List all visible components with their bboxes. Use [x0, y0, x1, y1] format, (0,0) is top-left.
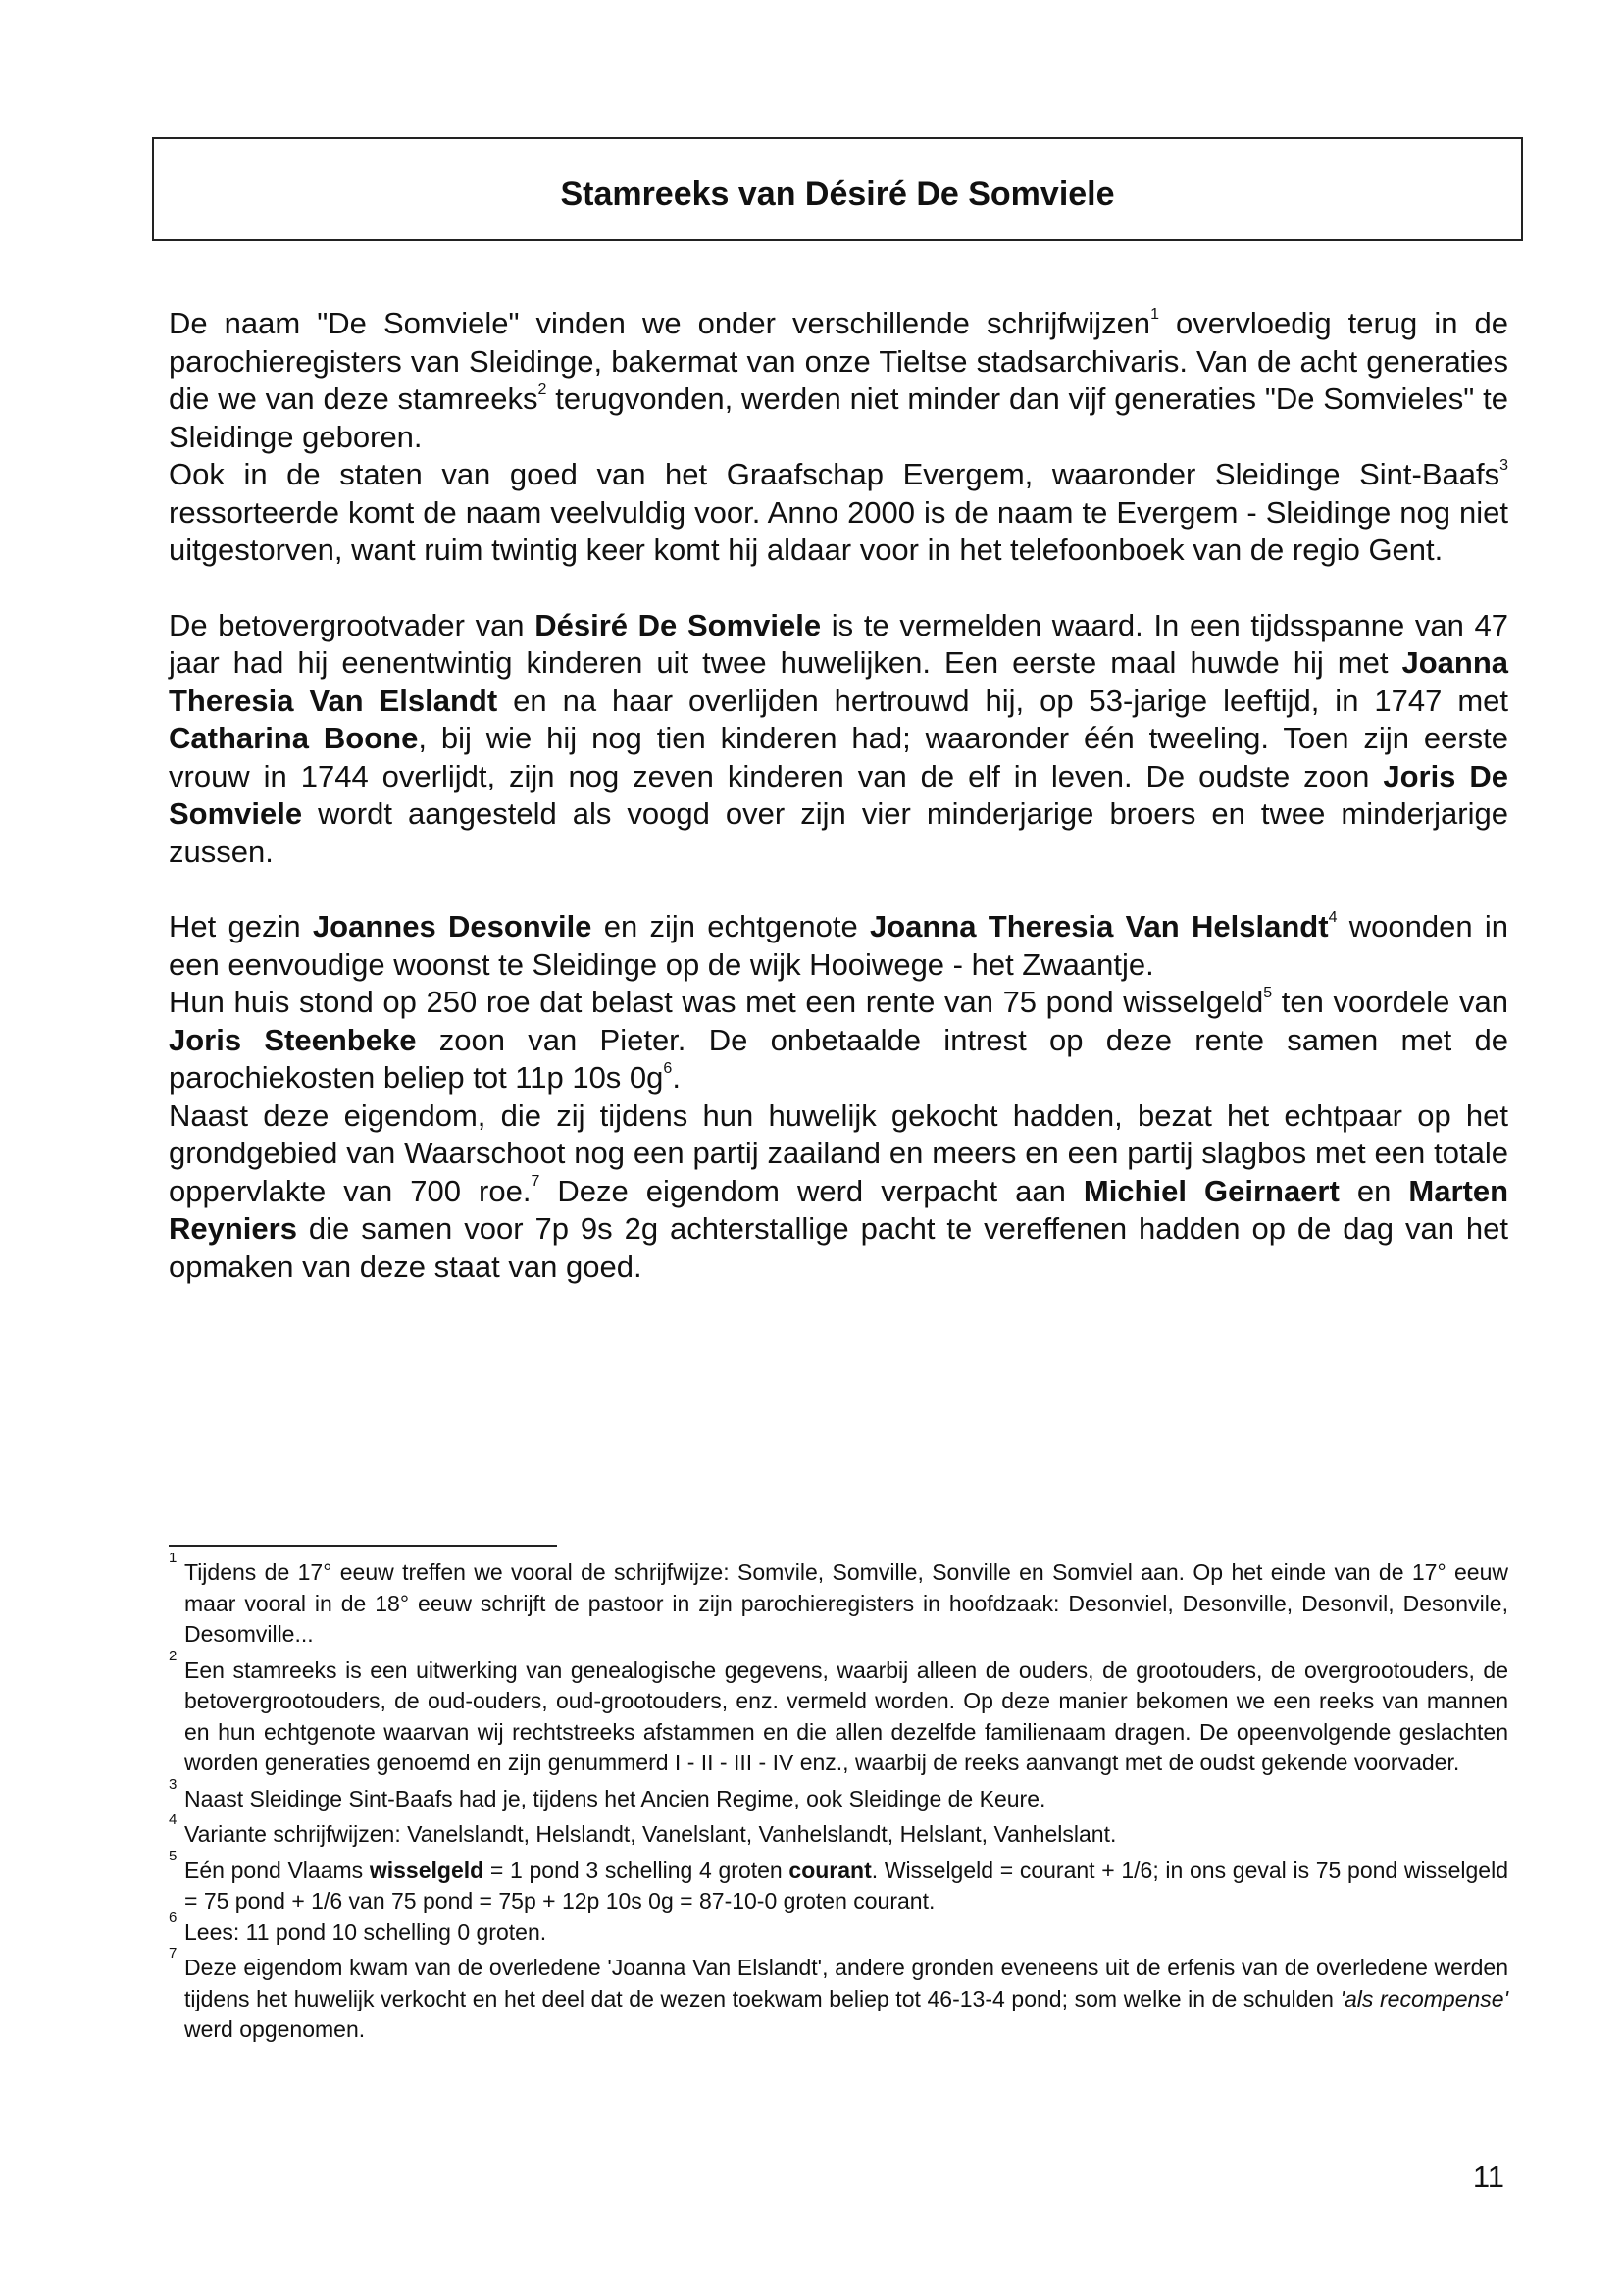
footnote-3 — [169, 1775, 1508, 1815]
text: die samen voor 7p 9s 2g achterstallige pacht te vereffenen hadden op de dag van het opmaken van deze staat van goed. — [169, 1211, 1508, 1284]
paragraph-3 — [169, 607, 1508, 872]
text: zoon van Pieter. De onbetaalde intrest op deze rente samen met de parochiekosten beliep tot 11p 10s 0g — [169, 1022, 1508, 1095]
name-bold: Joanna Theresia Van Helslandt — [869, 909, 1329, 943]
footnote-bold: courant — [788, 1857, 872, 1883]
footnote-text: Naast Sleidinge Sint-Baafs had je, tijdens het Ancien Regime, ook Sleidinge de Keure. — [184, 1785, 1046, 1811]
footnote-text: Variante schrijfwijzen: Vanelslandt, Helslandt, Vanelslant, Vanhelslandt, Helslant, Vanhelslant. — [184, 1821, 1117, 1847]
text: en — [1339, 1173, 1409, 1208]
footnote-text: werd opgenomen. — [184, 2016, 366, 2042]
footnote-ref: 5 — [1263, 984, 1273, 1001]
footnote-5 — [169, 1847, 1509, 1917]
text: . — [672, 1060, 681, 1095]
footnote-text: Deze eigendom kwam van de overledene 'Joanna Van Elslandt', andere gronden eveneens uit de erfenis van de overledene werden tijdens het huwelijk verkocht en het deel dat de wezen toekwam beliep tot 46-13-4 pond; som welke in de schulden — [184, 1955, 1508, 2011]
name-bold: Joris De Somviele — [169, 758, 1509, 831]
footnote-text: Tijdens de 17° eeuw treffen we vooral de schrijfwijze: Somvile, Somville, Sonville en Somviel aan. Op het einde van de 17° eeuw maar vooral in de 18° eeuw schrijft de pastoor in zijn parochieregisters in hoofdzaak: Desonviel, Desonville, Desonvil, Desonvile, Desomville... — [184, 1559, 1508, 1647]
text: ressorteerde komt de naam veelvuldig voor. Anno 2000 is de naam te Evergem - Sleidinge nog niet uitgestorven, want ruim twintig keer komt hij aldaar voor in het telefoonboek van de regio Gent. — [169, 494, 1508, 567]
paragraph-6 — [169, 1097, 1508, 1287]
name-bold: Michiel Geirnaert — [1083, 1173, 1340, 1208]
footnote-number: 2 — [169, 1647, 178, 1664]
footnote-number: 5 — [169, 1847, 178, 1864]
name-bold: Désiré De Somviele — [534, 607, 822, 642]
footnote-text: Eén pond Vlaams — [184, 1857, 370, 1883]
footnote-number: 7 — [169, 1945, 178, 1961]
footnote-divider — [169, 1545, 557, 1547]
text: , bij wie hij nog tien kinderen had; waaronder één tweeling. Toen zijn eerste vrouw in 1744 overlijdt, zijn nog zeven kinderen van de elf in leven. De oudste zoon — [169, 721, 1509, 793]
footnote-2 — [169, 1647, 1508, 1779]
text: Het gezin — [169, 909, 313, 943]
footnotes — [169, 1550, 1509, 2046]
text: is te vermelden waard. In een tijdsspanne van 47 jaar had hij eenentwintig kinderen uit twee huwelijken. Een eerste maal huwde hij met — [169, 607, 1508, 680]
text: woonden in een eenvoudige woonst te Sleidinge op de wijk Hooiwege - het Zwaantje. — [169, 909, 1508, 982]
footnote-4 — [169, 1811, 1508, 1851]
page-number: 11 — [1472, 2160, 1504, 2194]
page-title: Stamreeks van Désiré De Somviele — [560, 176, 1115, 213]
name-bold: Marten Reyniers — [169, 1173, 1509, 1246]
footnote-text: = 1 pond 3 schelling 4 groten — [483, 1857, 789, 1883]
text: Ook in de staten van goed van het Graafschap Evergem, waaronder Sleidinge Sint-Baafs — [169, 457, 1500, 491]
footnote-6 — [169, 1909, 1508, 1949]
text: Hun huis stond op 250 roe dat belast was met een rente van 75 pond wisselgeld — [169, 985, 1264, 1019]
text: overvloedig terug in de parochieregisters van Sleidinge, bakermat van onze Tieltse stadsarchivaris. Van de acht generaties die we van deze stamreeks — [169, 306, 1509, 416]
name-bold: Joannes Desonvile — [312, 909, 592, 943]
text: wordt aangesteld als voogd over zijn vier minderjarige broers en twee minderjarige zussen. — [169, 796, 1508, 869]
name-bold: Catharina Boone — [169, 721, 419, 755]
footnote-ref: 2 — [537, 381, 547, 398]
footnote-1 — [169, 1550, 1508, 1651]
footnote-text: Een stamreeks is een uitwerking van genealogische gegevens, waarbij alleen de ouders, de grootouders, de overgrootouders, de betovergrootouders, de oud-ouders, oud-grootouders, enz. vermeld worden. Op deze manier bekomen we een reeks van mannen en hun echtgenote waarvan wij rechtstreeks afstammen en die allen dezelfde familienaam dragen. De opeenvolgende geslachten worden generaties genoemd en zijn genummerd I - II - III - IV enz., waarbij de reeks aanvangt met de oudst gekende voorvader. — [184, 1656, 1508, 1775]
footnote-number: 6 — [169, 1909, 178, 1926]
footnote-ref: 4 — [1328, 908, 1338, 926]
text: terugvonden, werden niet minder dan vijf generaties "De Somvieles" te Sleidinge geboren. — [169, 382, 1508, 454]
footnote-ref: 7 — [531, 1173, 540, 1191]
title-box — [152, 137, 1523, 241]
paragraph-1 — [169, 305, 1508, 456]
text: en zijn echtgenote — [591, 909, 870, 943]
footnote-text: Lees: 11 pond 10 schelling 0 groten. — [184, 1918, 547, 1945]
text: De naam "De Somviele" vinden we onder verschillende schrijfwijzen — [169, 306, 1151, 340]
text: en na haar overlijden hertrouwd hij, op 53-jarige leeftijd, in 1747 met — [497, 683, 1509, 718]
footnote-ref: 6 — [663, 1059, 673, 1077]
footnote-number: 3 — [169, 1775, 178, 1793]
footnote-ref: 3 — [1499, 456, 1508, 474]
name-bold: Joris Steenbeke — [169, 1022, 417, 1057]
paragraph-4 — [169, 908, 1508, 984]
footnote-text: . Wisselgeld = courant + 1/6; in ons geval is 75 pond wisselgeld = 75 pond + 1/6 van 75 pond = 75p + 12p 10s 0g = 87-10-0 groten courant. — [184, 1857, 1509, 1913]
footnote-number: 1 — [169, 1550, 178, 1566]
text: Naast deze eigendom, die zij tijdens hun huwelijk gekocht hadden, bezat het echtpaar op het grondgebied van Waarschoot nog een partij zaailand en meers en een partij slagbos met een totale oppervlakte van 700 roe. — [169, 1097, 1508, 1208]
text: Deze eigendom werd verpacht aan — [539, 1173, 1084, 1208]
text: ten voordele van — [1272, 985, 1509, 1019]
paragraph-5 — [169, 984, 1508, 1097]
paragraph-2 — [169, 456, 1508, 570]
main-text — [169, 305, 1508, 1286]
footnote-bold: wisselgeld — [369, 1857, 484, 1883]
footnote-ref: 1 — [1150, 305, 1159, 323]
footnote-number: 4 — [169, 1811, 178, 1828]
text: De betovergrootvader van — [169, 607, 535, 642]
footnote-7 — [169, 1945, 1508, 2046]
name-bold: Joanna Theresia Van Elslandt — [169, 645, 1508, 718]
footnote-italic: 'als recompense' — [1340, 1985, 1508, 2011]
